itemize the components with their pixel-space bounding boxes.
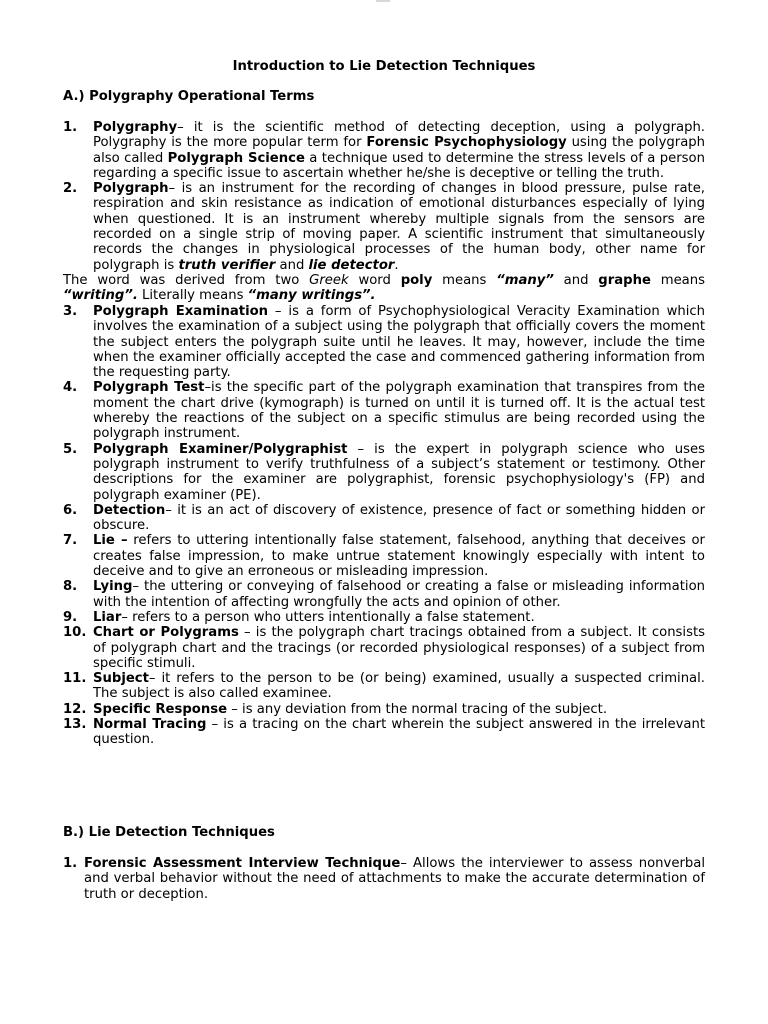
list-item-term: Polygraph Examination <box>93 304 269 319</box>
text-run: word <box>348 273 401 288</box>
text-run: The word was derived from two <box>63 273 310 288</box>
list-item-number: 6. <box>63 502 78 518</box>
list-item <box>63 380 705 441</box>
text-run: lie detector <box>308 257 395 273</box>
text-run: – the uttering or conveying of falsehood or creating a false or misleading information with the intention of affecting wrongfully the acts and opinion of other. <box>93 579 705 610</box>
list-item <box>63 625 705 671</box>
list-item-term: Polygraphy <box>93 120 178 135</box>
section-a-heading: A.) Polygraphy Operational Terms <box>63 89 315 104</box>
text-run: Greek <box>309 273 349 288</box>
list-item-number: 1. <box>63 856 78 871</box>
etymology-paragraph <box>63 273 705 304</box>
text-run: “writing”. <box>63 288 138 304</box>
text-run: – is the expert in polygraph science who uses polygraph instrument to verify truthfulness of a subject’s statement or testimony. Other descriptions for the examiner are polygraphist, forensic psychophysiology's (FP) and polygraph examiner (PE). <box>93 441 706 503</box>
text-run: –is the specific part of the polygraph examination that transpires from the moment the chart drive (kymograph) is turned on until it is turned off. It is the actual test whereby the reactions of the subject on a specific stimulus are being recorded using the polygraph instrument. <box>93 380 705 442</box>
text-run: – is a tracing on the chart wherein the subject answered in the irrelevant question. <box>93 717 706 748</box>
list-item-number: 9. <box>63 609 78 625</box>
page-top-mark <box>376 0 390 2</box>
text-run: – is any deviation from the normal tracing of the subject. <box>227 701 608 717</box>
list-item <box>63 120 705 181</box>
list-item <box>63 856 705 902</box>
text-run: – it is an act of discovery of existence, presence of fact or something hidden or obscure. <box>93 502 705 534</box>
terms-list-b <box>63 304 705 748</box>
text-run: refers to uttering intentionally false statement, falsehood, anything that deceives or creates false impression, to make untrue statement knowingly especially with intent to deceive and to give an erroneous or misleading impression. <box>93 533 705 580</box>
text-run: – is a form of Psychophysiological Veracity Examination which involves the examination of a subject using the polygraph that officially covers the moment the subject enters the polygraph suite until he leaves. It may, however, include the time when the examiner officially accepted the case and commenced gathering information from the requesting party. <box>93 304 706 381</box>
text-run: – Allows the interviewer to assess nonverbal and verbal behavior without the need of attachments to make the accurate determination of truth or deception. <box>84 856 705 902</box>
text-run: – is an instrument for the recording of changes in blood pressure, pulse rate, respiration and skin resistance as indication of emotional disturbances especially of lying when questioned. It is an instrument whereby multiple signals from the sensors are recorded on a single strip of moving paper. A scientific instrument that simultaneously records the changes in physiological processes of the human body, other name for polygraph is <box>93 181 705 273</box>
list-item <box>63 442 705 503</box>
list-item-term: Polygraph Examiner/Polygraphist <box>93 441 348 457</box>
list-item-number: 10. <box>63 625 87 641</box>
text-run: means <box>432 273 497 288</box>
text-run: and <box>553 273 599 288</box>
text-run: – is the polygraph chart tracings obtained from a subject. It consists of polygraph chart and the tracings (or recorded physiological responses) of a subject from specific stimuli. <box>93 625 705 671</box>
list-item-number: 1. <box>63 120 78 135</box>
list-item-number: 3. <box>63 304 78 319</box>
text-run: Literally means <box>137 288 248 304</box>
list-item-term: Lying <box>93 579 133 595</box>
text-run: graphe <box>598 273 651 288</box>
text-run: truth verifier <box>178 257 276 273</box>
list-item-term: Lie – <box>93 533 128 549</box>
section-b-heading: B.) Lie Detection Techniques <box>63 825 275 840</box>
techniques-list <box>63 856 705 902</box>
document-title: Introduction to Lie Detection Techniques <box>232 59 536 74</box>
list-item-term: Liar <box>93 609 122 625</box>
list-item-term: Subject <box>93 671 149 687</box>
list-item <box>63 304 705 380</box>
text-run: “many writings”. <box>247 288 376 304</box>
list-item <box>63 533 705 579</box>
list-item-term: Polygraph Test <box>93 380 205 396</box>
list-item <box>63 702 705 717</box>
list-item <box>63 579 705 610</box>
list-item-number: 5. <box>63 441 78 457</box>
text-run: and <box>275 257 309 273</box>
list-item-number: 12. <box>63 701 87 717</box>
list-item-term: Specific Response <box>93 701 228 717</box>
text-run: using the polygraph also called <box>93 135 706 166</box>
list-item <box>63 717 705 748</box>
list-item-number: 2. <box>63 181 78 197</box>
list-item-number: 7. <box>63 533 78 549</box>
text-run: . <box>394 257 399 273</box>
list-item-term: Chart or Polygrams <box>93 625 239 641</box>
text-run: a technique used to determine the stress levels of a person regarding a specific issue to ascertain whether he/she is deceptive or telling the truth. <box>93 150 705 181</box>
text-run: – refers to a person who utters intentionally a false statement. <box>121 609 535 625</box>
list-item-term: Normal Tracing <box>93 717 207 733</box>
terms-list-a <box>63 120 705 273</box>
list-item <box>63 503 705 534</box>
list-item <box>63 181 705 273</box>
list-item-term: Forensic Assessment Interview Technique <box>84 856 401 871</box>
list-item-number: 13. <box>63 717 87 733</box>
text-run: – it is the scientific method of detecting deception, using a polygraph. Polygraphy is the more popular term for <box>93 120 705 151</box>
text-run: Forensic Psychophysiology <box>366 135 567 151</box>
text-run: poly <box>400 273 433 288</box>
list-item <box>63 610 705 625</box>
text-run: “many” <box>496 273 554 288</box>
list-item <box>63 671 705 702</box>
text-run: means <box>650 273 705 288</box>
text-run: Polygraph Science <box>167 150 305 166</box>
list-item-term: Polygraph <box>93 181 169 197</box>
list-item-term: Detection <box>93 502 166 518</box>
list-item-number: 8. <box>63 579 78 595</box>
list-item-number: 4. <box>63 380 78 396</box>
list-item-number: 11. <box>63 671 87 687</box>
text-run: – it refers to the person to be (or being) examined, usually a suspected criminal. The subject is also called examinee. <box>93 671 705 702</box>
